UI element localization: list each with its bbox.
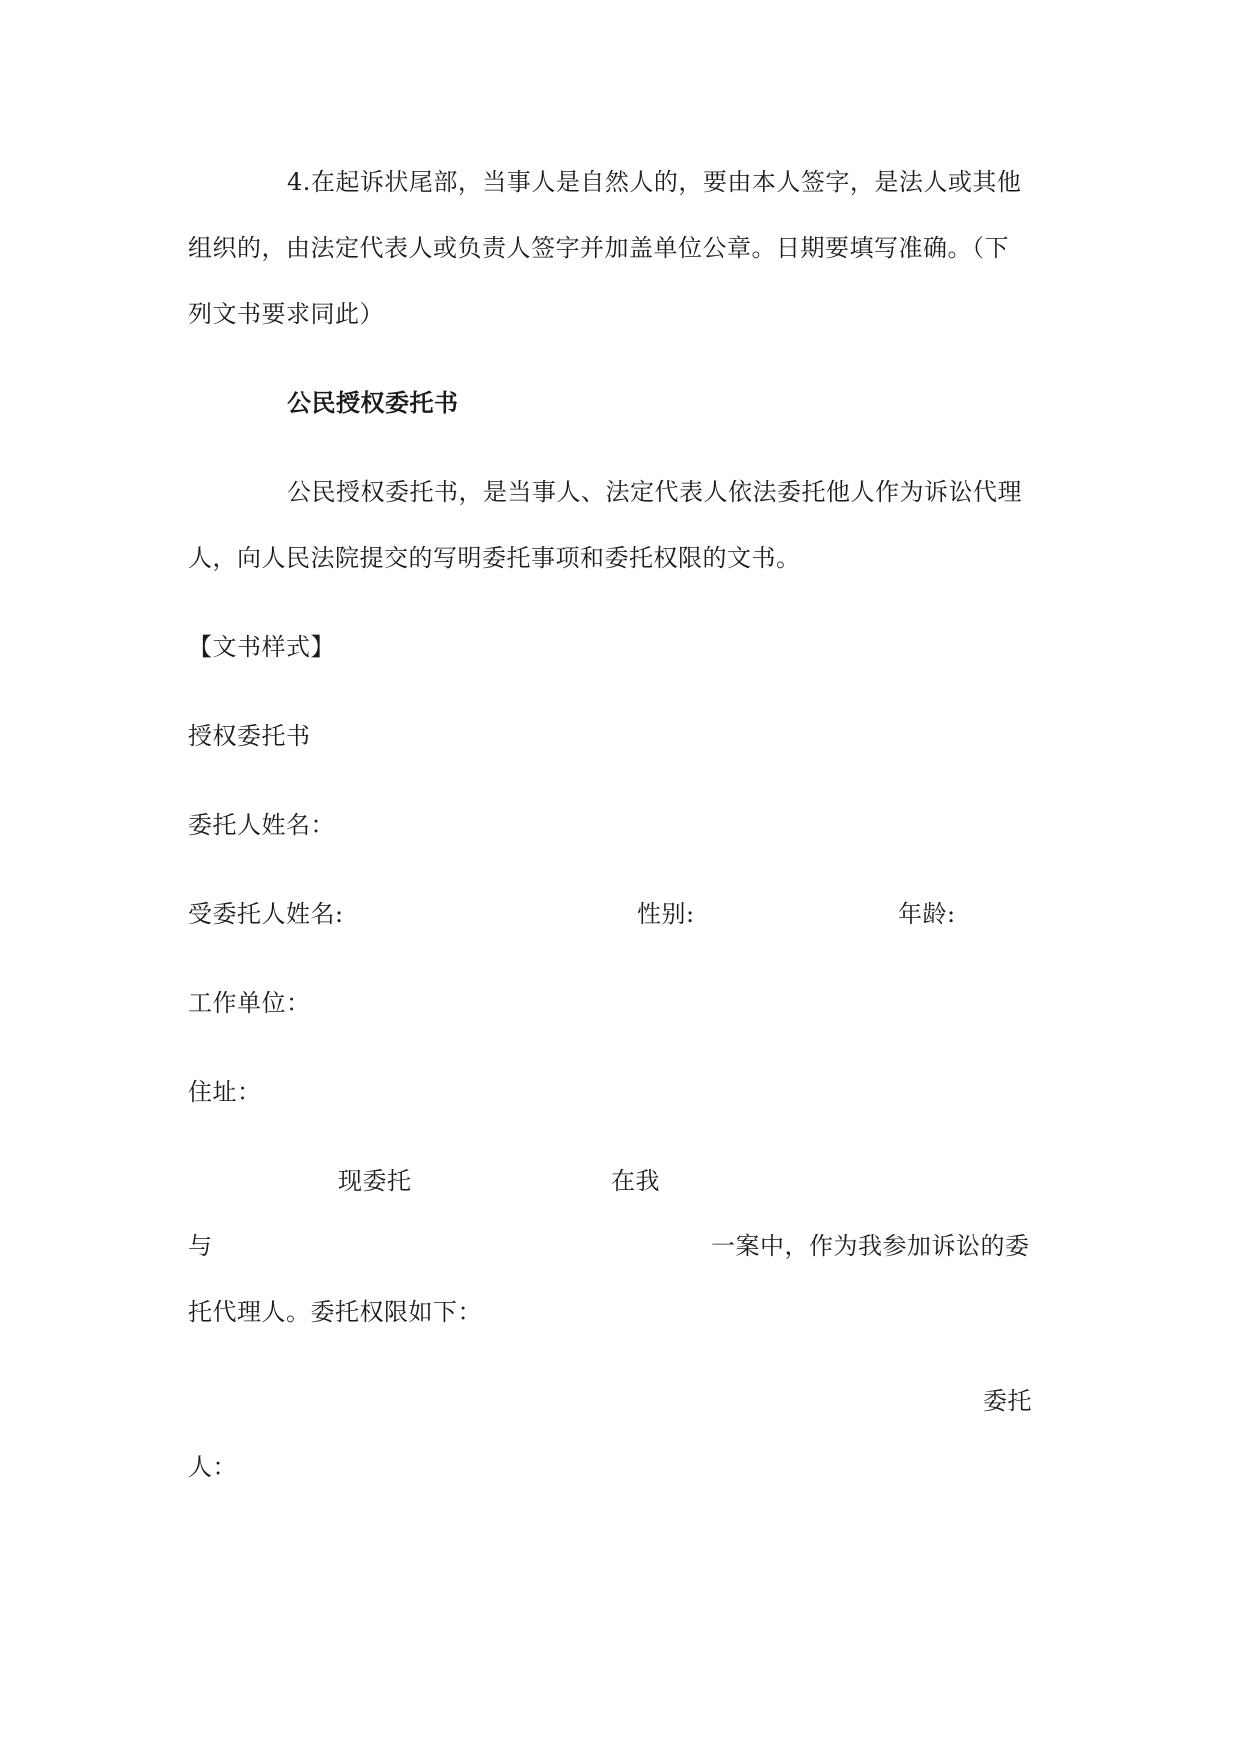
paragraph-4-line-1: 4.在起诉状尾部，当事人是自然人的，要由本人签字，是法人或其他: [287, 168, 1022, 196]
intro-line-2: 人，向人民法院提交的写明委托事项和委托权限的文书。: [188, 544, 801, 572]
address-label: 住址：: [188, 1078, 262, 1106]
agent-authority-text: 托代理人。委托权限如下：: [188, 1298, 482, 1326]
sample-heading: 【文书样式】: [188, 633, 335, 661]
section-title: 公民授权委托书: [287, 388, 459, 417]
age-label: 年龄:: [898, 900, 956, 928]
entrust-now-text: 现委托: [338, 1167, 412, 1195]
signature-label-part-2: 人：: [188, 1453, 237, 1481]
workplace-label: 工作单位：: [188, 989, 311, 1017]
signature-label-part-1: 委托: [983, 1387, 1032, 1415]
principal-name-label: 委托人姓名：: [188, 811, 335, 839]
form-title: 授权委托书: [188, 722, 311, 750]
gender-label: 性别:: [637, 900, 695, 928]
paragraph-4-line-2: 组织的，由法定代表人或负责人签字并加盖单位公章。日期要填写准确。（下: [188, 234, 1009, 262]
agent-name-label: 受委托人姓名:: [188, 900, 344, 928]
paragraph-4-line-3: 列文书要求同此）: [188, 300, 384, 328]
at-my-text: 在我: [611, 1167, 660, 1195]
case-text: 一案中，作为我参加诉讼的委: [711, 1232, 1030, 1260]
with-text: 与: [188, 1232, 213, 1260]
intro-line-1: 公民授权委托书，是当事人、法定代表人依法委托他人作为诉讼代理: [287, 478, 1022, 506]
